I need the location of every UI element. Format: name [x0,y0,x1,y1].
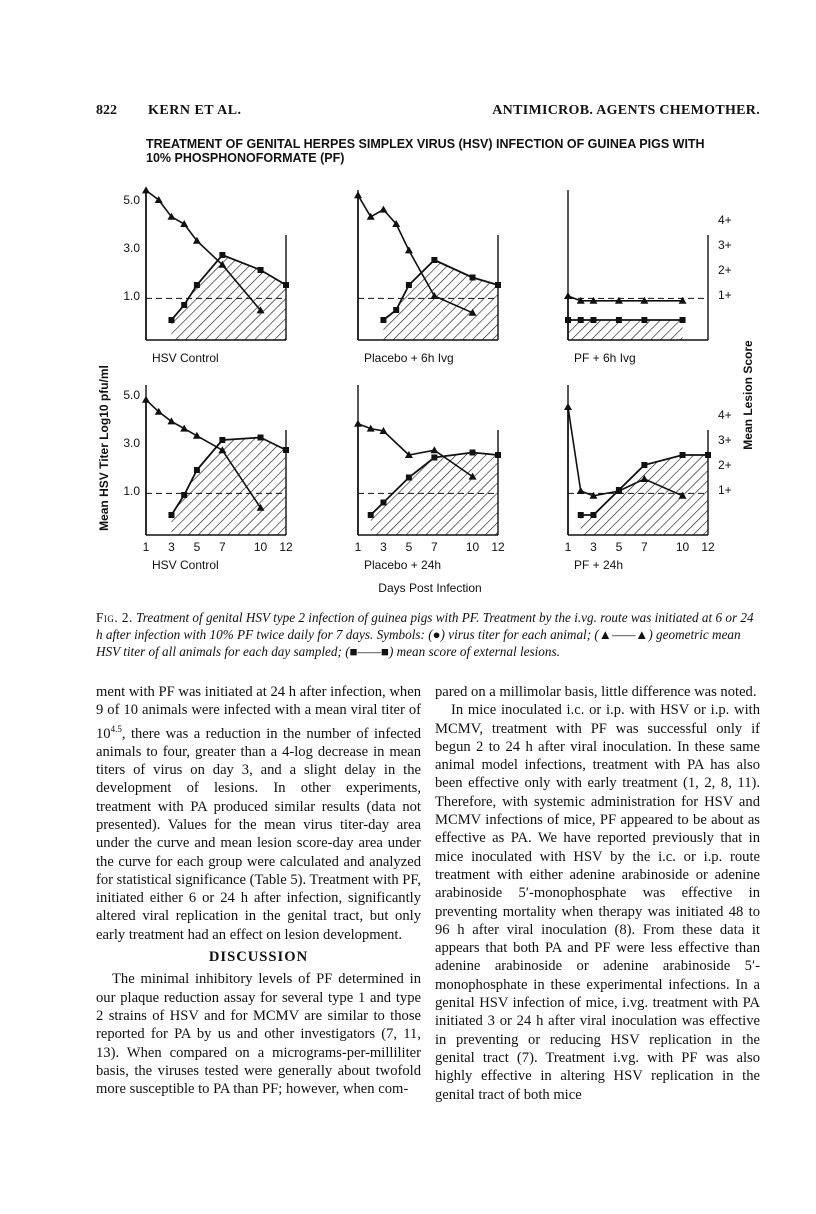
lesion-marker [470,450,476,456]
left-tick-label: 5.0 [123,193,140,207]
titer-marker [354,420,362,427]
lesion-marker [258,267,264,273]
authors: KERN ET AL. [148,103,242,118]
paragraph: pared on a millimolar basis, little difference was noted. [435,684,757,700]
titer-marker [564,292,572,299]
right-tick-label: 2+ [718,263,732,277]
paragraph: The minimal inhibitory levels of PF determined in our plaque reduction assay for several type 1 and type 2 strains of HSV and for MCMV are similar to those reported for PA by us and other investigators (7, 11, 13). When compared on a micrograms-per-milliliter basis, the viruses tested were generally about twofold more susceptible to PA than PF; however, when com- [96,971,421,1098]
lesion-marker [641,462,647,468]
right-tick-label: 1+ [718,483,732,497]
x-tick-label: 5 [615,540,623,554]
x-tick-label: 7 [431,540,438,554]
titer-marker [354,191,362,198]
titer-marker [142,186,150,193]
panel-label: Placebo + 6h Ivg [364,351,454,365]
lesion-marker [258,435,264,441]
lesion-marker [393,307,399,313]
x-tick-label: 5 [405,540,413,554]
lesion-marker [168,317,174,323]
page-number: 822 [96,103,117,118]
x-tick-label: 7 [219,540,226,554]
right-axis-label: Mean Lesion Score [741,340,755,450]
left-column [96,683,421,1098]
figure-panels [0,0,816,600]
left-tick-label: 3.0 [123,241,140,255]
section-heading: DISCUSSION [208,949,309,966]
x-tick-label: 10 [253,540,268,554]
titer-marker [142,396,150,403]
lesion-marker [283,282,289,288]
lesion-marker [194,282,200,288]
x-tick-label: 12 [701,540,715,554]
caption-label: Fig. 2. [96,610,133,625]
caption-text: Treatment of genital HSV type 2 infection of guinea pigs with PF. Treatment by the i.vg. route was initiated at 6 or 24 h after infection with 10% PF twice daily for 7 days. Symbols: (●) virus titer for each animal; (▲——▲) geometric mean HSV titer of all animals for each day sampled; (■——■) mean score of external lesions. [96,610,754,659]
lesion-marker [495,452,501,458]
panel-label: HSV Control [152,558,219,572]
x-tick-label: 7 [641,540,648,554]
panel-label: Placebo + 24h [364,558,442,572]
lesion-marker [680,452,686,458]
lesion-marker [380,317,386,323]
x-axis-label: Days Post Infection [378,581,482,595]
lesion-marker [368,512,374,518]
titer-marker [180,220,188,227]
figure-caption [96,609,760,660]
lesion-marker [181,302,187,308]
x-tick-label: 3 [590,540,597,554]
lesion-marker [578,512,584,518]
titer-marker [367,213,375,220]
lesion-marker [283,447,289,453]
journal-name: ANTIMICROB. AGENTS CHEMOTHER. [492,103,760,118]
lesion-marker [219,252,225,258]
x-tick-label: 3 [168,540,175,554]
x-tick-label: 1 [564,540,572,554]
titer-marker [180,425,188,432]
lesion-marker [194,467,200,473]
lesion-marker [590,512,596,518]
paragraph: In mice inoculated i.c. or i.p. with HSV or i.p. with MCMV, treatment with PF was successful only if begun 2 to 24 h after viral inoculation. In these same animal model infections, treatment with PA has also been effective only with early treatment (1, 2, 8, 11). Therefore, with systemic administration for HSV and MCMV infections of mice, PF appeared to be about as effective as PA. We have reported previously that in mice inoculated with HSV by the i.c. or i.p. route treatment with either adenine arabinoside or adenine arabinoside 5′-monophosphate was effective in preventing mortality when therapy was initiated 48 to 96 h after viral inoculation (8). From these data it appears that both PA and PF were less effective than adenine arabinoside or adenine arabinoside 5′-monophosphate in these experimental infections. In a genital HSV infection of mice, i.vg. treatment with PA initiated 3 or 24 h after viral inoculation was effective in preventing or reducing HSV replication in the genital tract (7). Treatment i.vg. with PF was also highly effective in altering HSV replication in the genital tract of both mice [435,702,760,1103]
lesion-marker [181,492,187,498]
x-tick-label: 3 [380,540,387,554]
left-tick-label: 3.0 [123,436,140,450]
right-tick-label: 2+ [718,458,732,472]
lesion-marker [705,452,711,458]
lesion-marker [590,317,596,323]
lesion-marker [680,317,686,323]
titer-marker [564,403,572,410]
panel-label: PF + 24h [574,558,624,572]
lesion-marker [168,512,174,518]
panel-label: HSV Control [152,351,219,365]
lesion-marker [380,500,386,506]
right-tick-label: 3+ [718,433,732,447]
titer-marker [577,487,585,494]
lesion-marker [431,455,437,461]
lesion-marker [470,275,476,281]
lesion-marker [616,317,622,323]
panel-label: PF + 6h Ivg [574,351,636,365]
right-tick-label: 4+ [718,408,732,422]
x-tick-label: 12 [279,540,293,554]
right-tick-label: 1+ [718,288,732,302]
lesion-marker [641,317,647,323]
titer-marker [405,246,413,253]
lesion-marker [495,282,501,288]
titer-marker [379,206,387,213]
lesion-marker [406,282,412,288]
right-tick-label: 4+ [718,213,732,227]
x-tick-label: 1 [354,540,362,554]
figure-title: TREATMENT OF GENITAL HERPES SIMPLEX VIRUS (HSV) INFECTION OF GUINEA PIGS WITH 10% PHOSPHONOFORMATE (PF) [146,137,705,165]
x-tick-label: 5 [193,540,201,554]
left-tick-label: 5.0 [123,388,140,402]
lesion-marker [431,257,437,263]
x-tick-label: 12 [491,540,505,554]
x-tick-label: 10 [465,540,480,554]
x-tick-label: 1 [142,540,150,554]
lesion-marker [219,437,225,443]
left-tick-label: 1.0 [123,289,140,303]
left-tick-label: 1.0 [123,484,140,498]
y-axis-label: Mean HSV Titer Log10 pfu/ml [97,365,111,531]
lesion-marker [406,475,412,481]
lesion-area [568,320,683,340]
titer-marker [193,432,201,439]
right-column [435,683,760,1104]
right-tick-label: 3+ [718,238,732,252]
lesion-marker [578,317,584,323]
titer-marker [430,446,438,453]
paragraph: ment with PF was initiated at 24 h after infection, when 9 of 10 animals were infected with a mean viral titer of $10^{4.5}$, there was a reduction in the number of infected animals to four, greater than a 4-log decrease in mean titers of virus on day 3, and a slight delay in the development of lesions. In other experiments, treatment with PA produced similar results (data not presented). Values for the mean virus titer-day area under the curve and mean lesion score-day area under the curve for each group were calculated and analyzed for statistical significance (Table 5). Treatment with PF, initiated either 6 or 24 h after infection, significantly altered viral replication in the genital tract, but only early treatment had an effect on lesion development. [96,684,421,943]
x-tick-label: 10 [675,540,690,554]
